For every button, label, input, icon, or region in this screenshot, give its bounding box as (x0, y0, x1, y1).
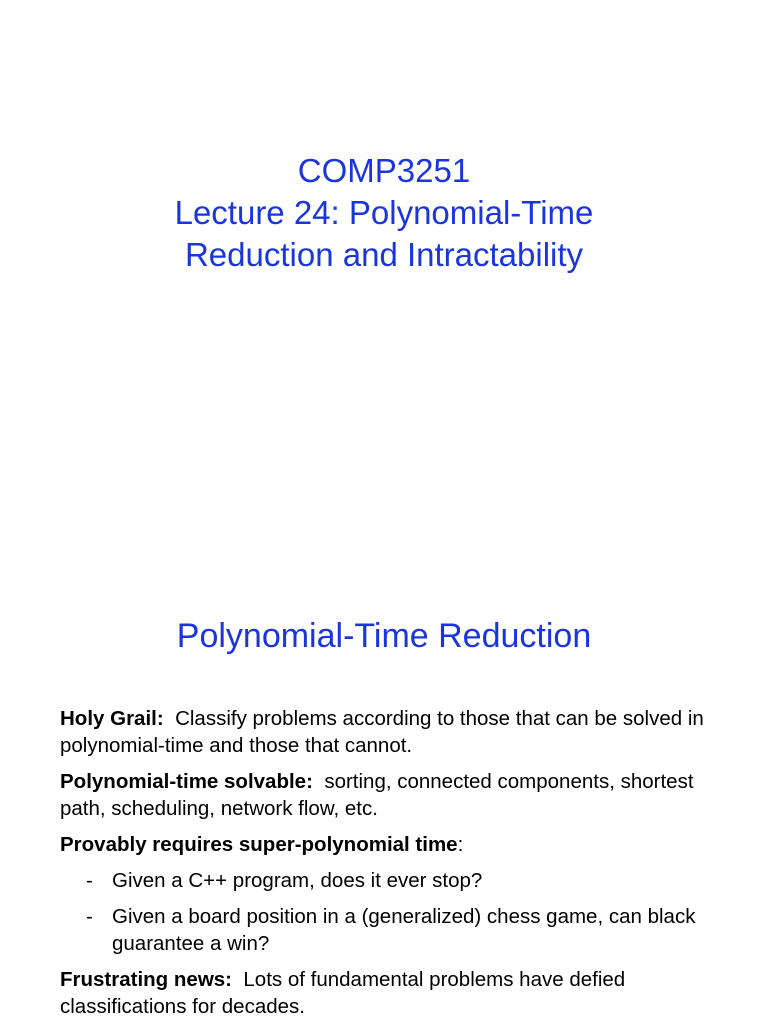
bullet-dash: - (86, 905, 93, 928)
lecture-title (0, 150, 768, 276)
title-slide (0, 0, 768, 512)
paragraph-holy-grail (60, 705, 720, 759)
bullet-text: Given a board position in a (generalized) chess game, can black guarantee a win? (112, 905, 696, 955)
paragraph-frustrating-news (60, 966, 720, 1020)
content-slide (0, 512, 768, 1024)
paragraph-label: Holy Grail: (60, 707, 164, 730)
bullet-list (60, 867, 720, 957)
list-item (60, 903, 720, 957)
paragraph-text: Classify problems according to those that can be solved in polynomial-time and those that cannot. (60, 707, 704, 757)
paragraph-label: Polynomial-time solvable: (60, 770, 313, 793)
list-item (60, 867, 720, 894)
title-line-2: Reduction and Intractability (184, 236, 584, 273)
course-code: COMP3251 (297, 152, 471, 189)
bullet-dash: - (86, 869, 93, 892)
title-line-1: Lecture 24: Polynomial-Time (174, 194, 594, 231)
slide-body (60, 705, 720, 1029)
paragraph-text: : (457, 833, 464, 856)
paragraph-super-polynomial (60, 831, 720, 858)
slide-heading: Polynomial-Time Reduction (176, 617, 592, 655)
paragraph-label: Frustrating news: (60, 968, 232, 991)
paragraph-polynomial-solvable (60, 768, 720, 822)
bullet-text: Given a C++ program, does it ever stop? (112, 869, 483, 892)
paragraph-text: sorting, connected components, shortest path, scheduling, network flow, etc. (60, 770, 694, 820)
paragraph-label: Provably requires super-polynomial time (60, 833, 458, 856)
paragraph-text: Lots of fundamental problems have defied classifications for decades. (60, 968, 626, 1018)
